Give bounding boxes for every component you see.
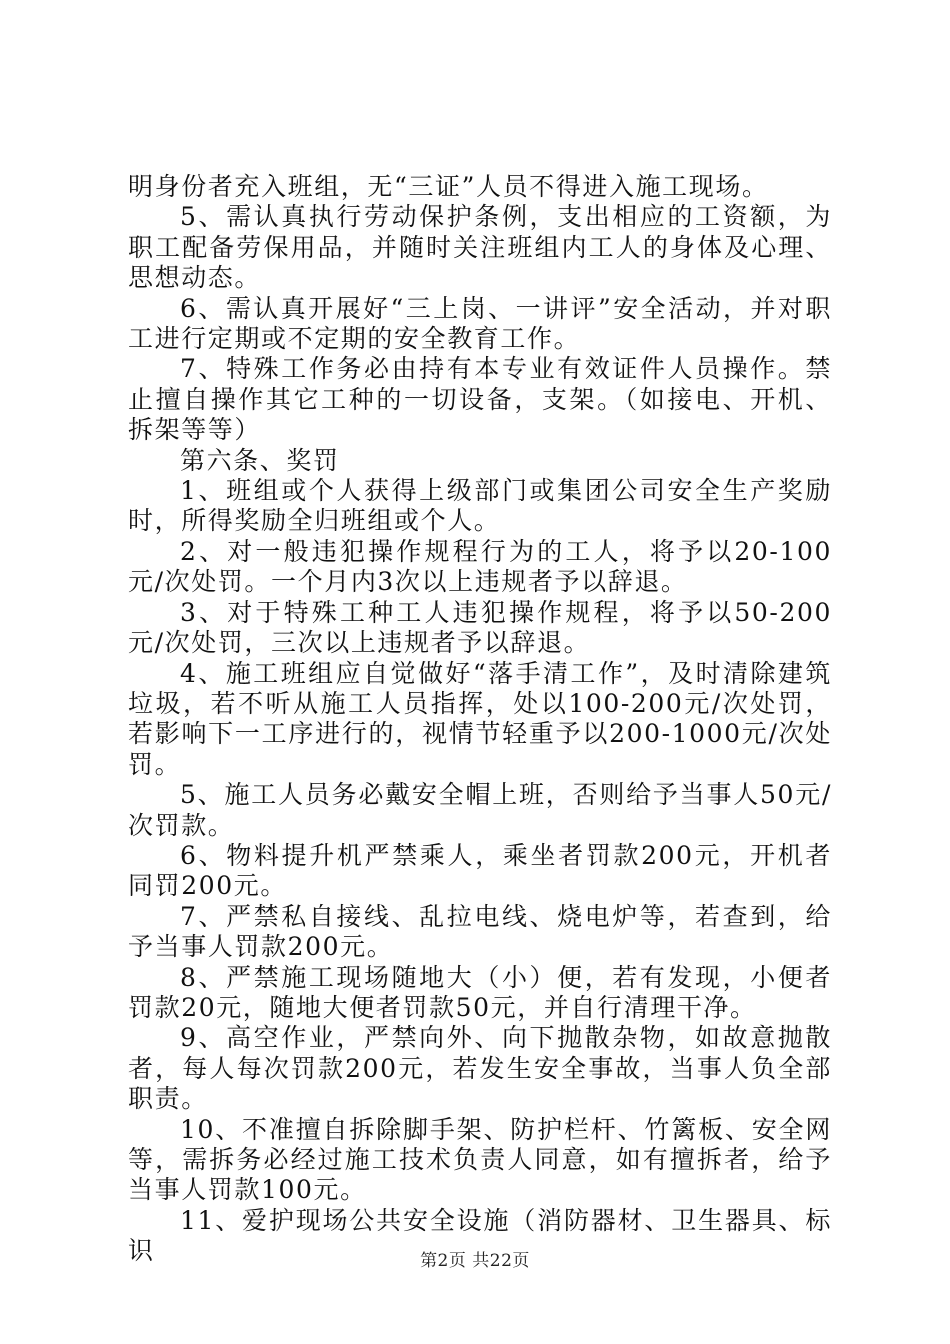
paragraph: 1、班组或个人获得上级部门或集团公司安全生产奖励时，所得奖励全归班组或个人。 — [128, 476, 832, 536]
paragraph: 6、物料提升机严禁乘人，乘坐者罚款200元，开机者同罚200元。 — [128, 840, 832, 901]
page-number-footer: 第2页 共22页 — [420, 1251, 530, 1271]
paragraph: 6、需认真开展好“三上岗、一讲评”安全活动，并对职工进行定期或不定期的安全教育工作。 — [128, 293, 832, 354]
paragraph: 8、严禁施工现场随地大（小）便，若有发现，小便者罚款20元，随地大便者罚款50元，并自行清理干净。 — [128, 962, 832, 1022]
paragraph: 5、需认真执行劳动保护条例，支出相应的工资额，为职工配备劳保用品，并随时关注班组内工人的身体及心理、思想动态。 — [128, 202, 832, 293]
paragraph: 7、特殊工作务必由持有本专业有效证件人员操作。禁止擅自操作其它工种的一切设备，支架。（如接电、开机、拆架等等） — [128, 354, 832, 445]
paragraph: 4、施工班组应自觉做好“落手清工作”，及时清除建筑垃圾，若不听从施工人员指挥，处以100-200元/次处罚，若影响下一工序进行的，视情节轻重予以200-1000元/次处罚。 — [128, 658, 832, 779]
paragraph: 10、不准擅自拆除脚手架、防护栏杆、竹篱板、安全网等，需拆务必经过施工技术负责人同意，如有擅拆者，给予当事人罚款100元。 — [128, 1114, 832, 1205]
paragraph: 明身份者充入班组，无“三证”人员不得进入施工现场。 — [128, 172, 769, 201]
paragraph: 5、施工人员务必戴安全帽上班，否则给予当事人50元/次罚款。 — [128, 780, 832, 840]
paragraph: 7、严禁私自接线、乱拉电线、烧电炉等，若查到，给予当事人罚款200元。 — [128, 901, 832, 962]
document-body — [128, 172, 832, 1267]
paragraph: 11、爱护现场公共安全设施（消防器材、卫生器具、标识 — [128, 1205, 832, 1266]
paragraph: 3、对于特殊工种工人违犯操作规程，将予以50-200元/次处罚，三次以上违规者予以辞退。 — [128, 597, 832, 658]
section-heading: 第六条、奖罚 — [180, 445, 340, 475]
paragraph: 2、对一般违犯操作规程行为的工人，将予以20-100元/次处罚。一个月内3次以上违规者予以辞退。 — [128, 536, 832, 597]
paragraph: 9、高空作业，严禁向外、向下抛散杂物，如故意抛散者，每人每次罚款200元，若发生安全事故，当事人负全部职责。 — [128, 1023, 832, 1114]
